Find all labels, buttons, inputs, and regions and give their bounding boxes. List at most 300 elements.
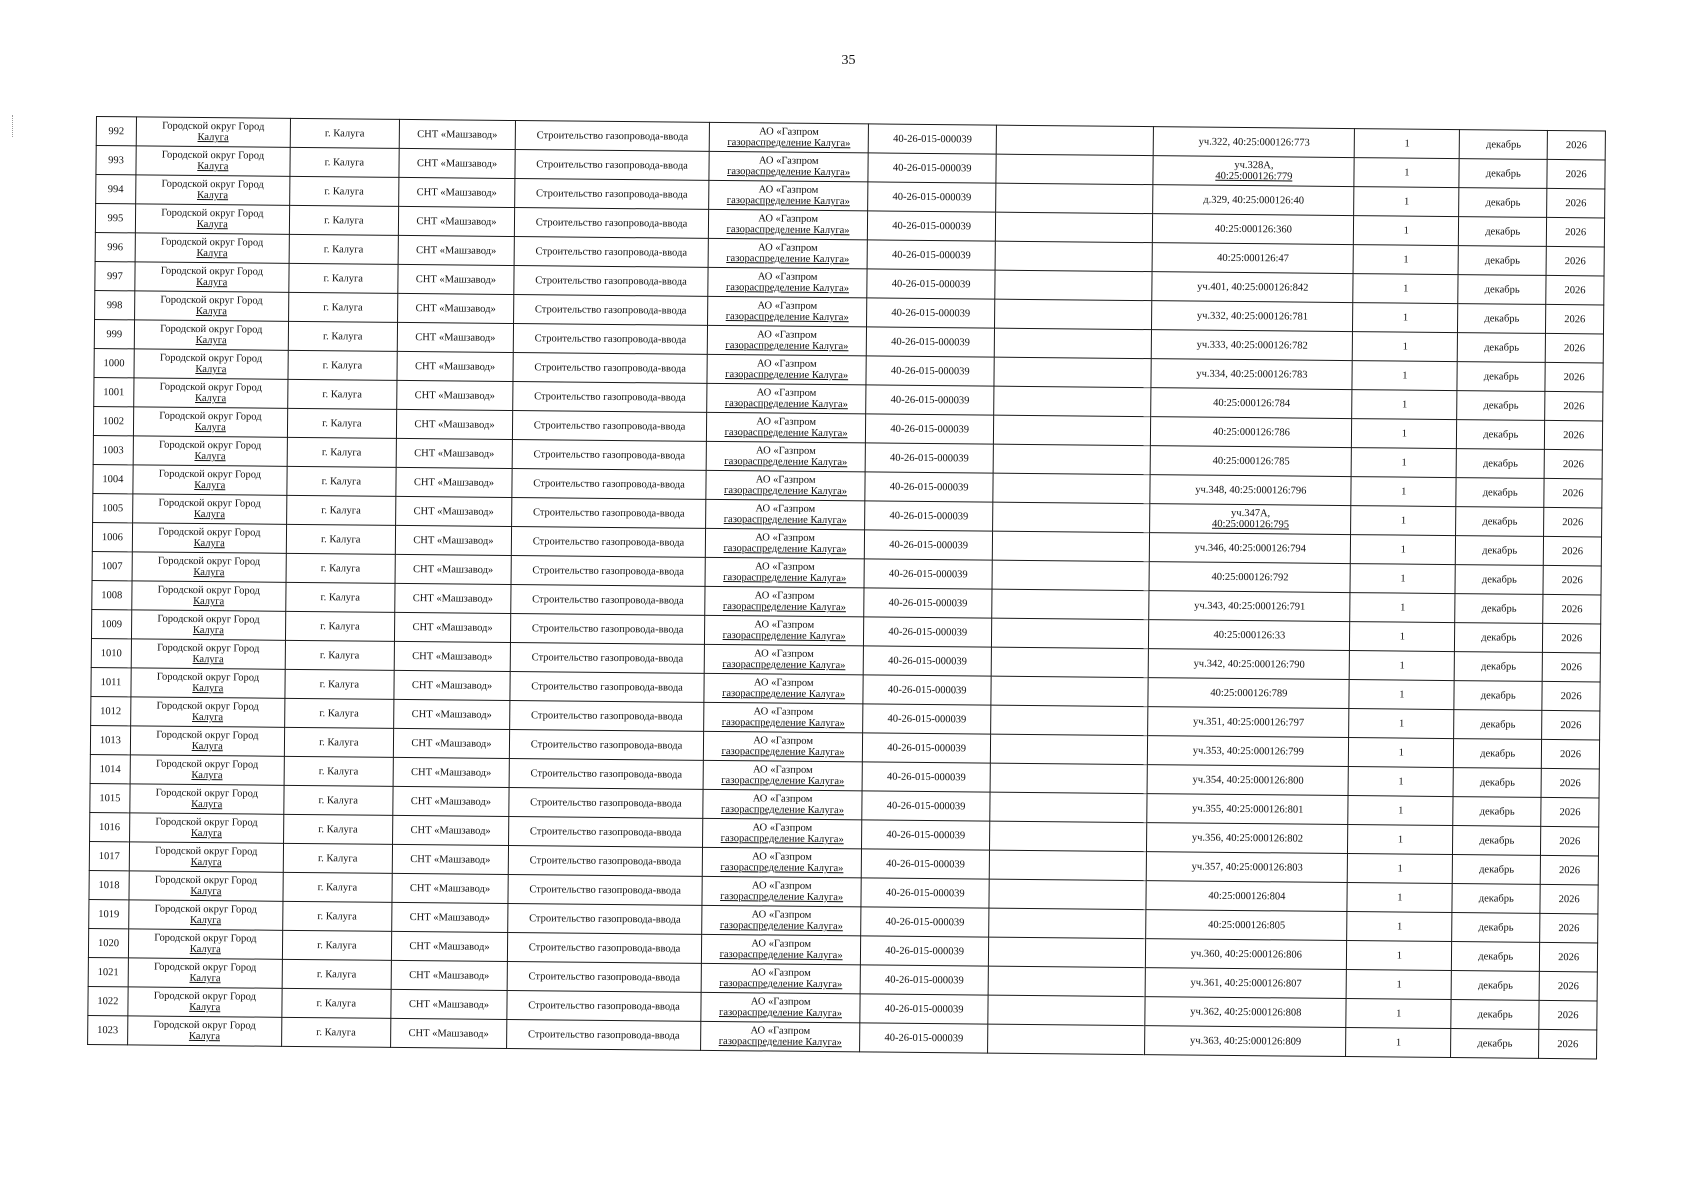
row-number-cell: 1005 bbox=[93, 493, 133, 522]
district-line-2: Калуга bbox=[195, 392, 227, 405]
cadastral-cell bbox=[1149, 620, 1350, 651]
owner-cell bbox=[706, 499, 866, 530]
owner-line-1: АО «Газпром bbox=[757, 329, 817, 341]
work-type-cell: Строительство газопровода-ввода bbox=[514, 266, 708, 297]
cadastral-line-1: уч.357, 40:25:000126:803 bbox=[1191, 861, 1303, 874]
owner-line-2: газораспределение Калуга» bbox=[724, 427, 848, 440]
quantity-cell: 1 bbox=[1352, 419, 1457, 449]
settlement-cell: СНТ «Машзавод» bbox=[391, 989, 508, 1019]
settlement-cell: СНТ «Машзавод» bbox=[393, 699, 510, 729]
district-line-1: Городской округ Город bbox=[161, 178, 264, 191]
quantity-cell: 1 bbox=[1351, 477, 1456, 507]
cadastral-line-1: уч.351, 40:25:000126:797 bbox=[1192, 716, 1305, 729]
year-cell: 2026 bbox=[1540, 913, 1598, 943]
settlement-cell: СНТ «Машзавод» bbox=[399, 119, 516, 149]
owner-cell bbox=[701, 934, 861, 965]
district-line-1: Городской округ Город bbox=[157, 613, 260, 626]
work-type-cell: Строительство газопровода-ввода bbox=[508, 874, 702, 905]
row-number-cell: 1006 bbox=[92, 522, 132, 551]
owner-cell bbox=[704, 615, 864, 646]
row-number-cell: 994 bbox=[96, 175, 136, 204]
owner-line-2: газораспределение Калуга» bbox=[721, 746, 845, 759]
registration-number-cell: 40-26-015-000039 bbox=[864, 588, 992, 618]
row-number-cell: 1016 bbox=[90, 812, 130, 841]
cadastral-cell bbox=[1145, 997, 1346, 1028]
district-line-1: Городской округ Город bbox=[157, 584, 260, 597]
owner-cell bbox=[708, 238, 868, 269]
settlement-cell: СНТ «Машзавод» bbox=[393, 728, 510, 758]
row-number-cell: 1000 bbox=[94, 348, 134, 377]
work-type-cell: Строительство газопровода-ввода bbox=[515, 150, 709, 181]
work-type-cell: Строительство газопровода-ввода bbox=[514, 295, 708, 326]
cadastral-cell bbox=[1150, 533, 1351, 564]
year-cell: 2026 bbox=[1545, 362, 1603, 392]
city-cell: г. Калуга bbox=[290, 147, 399, 177]
blank-cell bbox=[990, 763, 1147, 794]
district-line-1: Городской округ Город bbox=[155, 758, 259, 771]
blank-cell bbox=[992, 589, 1149, 620]
owner-line-1: АО «Газпром bbox=[757, 271, 818, 283]
owner-cell bbox=[703, 760, 863, 791]
city-cell: г. Калуга bbox=[290, 118, 399, 148]
registration-number-cell: 40-26-015-000039 bbox=[862, 762, 990, 792]
quantity-cell: 1 bbox=[1353, 274, 1458, 304]
registration-number-cell: 40-26-015-000039 bbox=[860, 994, 988, 1024]
district-line-2: Калуга bbox=[190, 827, 223, 840]
district-line-1: Городской округ Город bbox=[161, 207, 264, 220]
work-type-cell: Строительство газопровода-ввода bbox=[508, 932, 702, 963]
cadastral-line-1: уч.347А, bbox=[1231, 507, 1271, 520]
district-line-1: Городской округ Город bbox=[162, 120, 265, 133]
cadastral-line-2: 40:25:000126:795 bbox=[1211, 518, 1290, 531]
owner-line-2: газораспределение Калуга» bbox=[722, 601, 847, 614]
cadastral-line-1: уч.322, 40:25:000126:773 bbox=[1198, 136, 1310, 149]
settlement-cell: СНТ «Машзавод» bbox=[391, 960, 508, 990]
year-cell: 2026 bbox=[1543, 594, 1601, 624]
blank-cell bbox=[995, 241, 1152, 272]
owner-line-2: газораспределение Калуга» bbox=[724, 398, 848, 411]
district-line-1: Городской округ Город bbox=[159, 410, 262, 423]
row-number-cell: 1014 bbox=[90, 754, 130, 783]
year-cell: 2026 bbox=[1539, 1000, 1597, 1030]
district-line-2: Калуга bbox=[196, 189, 229, 202]
registration-number-cell: 40-26-015-000039 bbox=[865, 472, 993, 502]
blank-cell bbox=[990, 792, 1147, 823]
cadastral-line-1: 40:25:000126:785 bbox=[1212, 455, 1290, 467]
district-cell bbox=[128, 958, 282, 988]
owner-cell bbox=[702, 905, 862, 936]
district-cell bbox=[135, 262, 289, 292]
registration-number-cell: 40-26-015-000039 bbox=[867, 298, 995, 328]
register-body bbox=[88, 117, 1606, 1059]
cadastral-cell bbox=[1153, 127, 1354, 158]
cadastral-line-1: уч.354, 40:25:000126:800 bbox=[1192, 774, 1304, 787]
month-cell: декабрь bbox=[1456, 536, 1544, 566]
settlement-cell: СНТ «Машзавод» bbox=[398, 235, 515, 265]
owner-line-1: АО «Газпром bbox=[750, 996, 811, 1008]
cadastral-cell bbox=[1146, 939, 1347, 970]
settlement-cell: СНТ «Машзавод» bbox=[392, 844, 509, 874]
cadastral-cell bbox=[1145, 968, 1346, 999]
blank-cell bbox=[992, 618, 1149, 649]
settlement-cell: СНТ «Машзавод» bbox=[398, 206, 515, 236]
quantity-cell: 1 bbox=[1346, 999, 1451, 1029]
row-number-cell: 1007 bbox=[92, 551, 132, 580]
registration-number-cell: 40-26-015-000039 bbox=[862, 791, 990, 821]
district-cell bbox=[130, 784, 284, 814]
month-cell: декабрь bbox=[1453, 797, 1541, 827]
blank-cell bbox=[989, 879, 1146, 910]
owner-line-2: газораспределение Калуга» bbox=[723, 572, 847, 585]
settlement-cell: СНТ «Машзавод» bbox=[393, 757, 510, 787]
month-cell: декабрь bbox=[1459, 159, 1547, 189]
blank-cell bbox=[988, 966, 1145, 997]
blank-cell bbox=[995, 212, 1152, 243]
settlement-cell: СНТ «Машзавод» bbox=[395, 525, 512, 555]
quantity-cell: 1 bbox=[1349, 767, 1454, 797]
month-cell: декабрь bbox=[1454, 681, 1542, 711]
month-cell: декабрь bbox=[1459, 188, 1547, 218]
district-cell bbox=[132, 552, 286, 582]
registration-number-cell: 40-26-015-000039 bbox=[865, 443, 993, 473]
city-cell: г. Калуга bbox=[287, 408, 396, 438]
settlement-cell: СНТ «Машзавод» bbox=[392, 873, 509, 903]
owner-cell bbox=[703, 731, 863, 762]
settlement-cell: СНТ «Машзавод» bbox=[390, 1018, 507, 1048]
quantity-cell: 1 bbox=[1349, 709, 1454, 739]
owner-cell bbox=[703, 789, 863, 820]
registration-number-cell: 40-26-015-000039 bbox=[861, 849, 989, 879]
city-cell: г. Калуга bbox=[284, 785, 393, 815]
owner-line-2: газораспределение Калуга» bbox=[726, 224, 850, 237]
owner-cell bbox=[702, 876, 862, 907]
year-cell: 2026 bbox=[1544, 507, 1602, 537]
quantity-cell: 1 bbox=[1352, 448, 1457, 478]
owner-line-2: газораспределение Калуга» bbox=[727, 137, 851, 150]
district-line-1: Городской округ Город bbox=[156, 700, 259, 713]
work-type-cell: Строительство газопровода-ввода bbox=[512, 469, 706, 500]
cadastral-line-1: уч.356, 40:25:000126:802 bbox=[1191, 832, 1304, 845]
district-cell bbox=[131, 610, 285, 640]
district-line-2: Калуга bbox=[191, 711, 224, 724]
settlement-cell: СНТ «Машзавод» bbox=[394, 670, 511, 700]
owner-line-2: газораспределение Калуга» bbox=[720, 833, 844, 846]
quantity-cell: 1 bbox=[1348, 796, 1453, 826]
row-number-cell: 1019 bbox=[89, 899, 129, 928]
cadastral-cell bbox=[1146, 881, 1347, 912]
owner-cell bbox=[702, 818, 862, 849]
quantity-cell: 1 bbox=[1348, 825, 1453, 855]
registration-number-cell: 40-26-015-000039 bbox=[867, 269, 995, 299]
cadastral-cell bbox=[1149, 562, 1350, 593]
owner-line-1: АО «Газпром bbox=[757, 242, 818, 254]
blank-cell bbox=[988, 1024, 1145, 1055]
owner-line-1: АО «Газпром bbox=[751, 938, 812, 950]
settlement-cell: СНТ «Машзавод» bbox=[396, 409, 513, 439]
year-cell: 2026 bbox=[1541, 797, 1599, 827]
quantity-cell: 1 bbox=[1348, 854, 1453, 884]
cadastral-cell bbox=[1150, 475, 1351, 506]
registration-number-cell: 40-26-015-000039 bbox=[868, 124, 996, 154]
cadastral-line-1: уч.346, 40:25:000126:794 bbox=[1194, 542, 1306, 555]
blank-cell bbox=[988, 937, 1145, 968]
cadastral-cell bbox=[1147, 765, 1348, 796]
work-type-cell: Строительство газопровода-ввода bbox=[509, 816, 703, 847]
owner-cell bbox=[709, 122, 869, 153]
settlement-cell: СНТ «Машзавод» bbox=[397, 380, 514, 410]
year-cell: 2026 bbox=[1540, 884, 1598, 914]
row-number-cell: 1015 bbox=[90, 783, 130, 812]
year-cell: 2026 bbox=[1542, 739, 1600, 769]
quantity-cell: 1 bbox=[1349, 738, 1454, 768]
cadastral-line-1: 40:25:000126:33 bbox=[1213, 629, 1286, 641]
owner-cell bbox=[705, 557, 865, 588]
owner-line-1: АО «Газпром bbox=[758, 184, 819, 196]
district-line-1: Городской округ Город bbox=[158, 439, 262, 452]
quantity-cell: 1 bbox=[1350, 651, 1455, 681]
row-number-cell: 1018 bbox=[89, 870, 129, 899]
cadastral-line-1: уч.343, 40:25:000126:791 bbox=[1194, 600, 1306, 613]
cadastral-line-1: уч.361, 40:25:000126:807 bbox=[1190, 977, 1302, 990]
month-cell: декабрь bbox=[1454, 739, 1542, 769]
year-cell: 2026 bbox=[1541, 768, 1599, 798]
row-number-cell: 1010 bbox=[91, 638, 131, 667]
blank-cell bbox=[990, 734, 1147, 765]
month-cell: декабрь bbox=[1452, 942, 1540, 972]
district-line-1: Городской округ Город bbox=[159, 381, 262, 394]
city-cell: г. Калуга bbox=[283, 872, 392, 902]
cadastral-cell bbox=[1148, 678, 1349, 709]
year-cell: 2026 bbox=[1544, 449, 1602, 479]
blank-cell bbox=[996, 125, 1153, 156]
work-type-cell: Строительство газопровода-ввода bbox=[511, 556, 705, 587]
district-line-2: Калуга bbox=[193, 566, 225, 579]
cadastral-cell bbox=[1145, 1026, 1346, 1057]
city-cell: г. Калуга bbox=[285, 611, 394, 641]
work-type-cell: Строительство газопровода-ввода bbox=[515, 179, 709, 210]
owner-line-2: газораспределение Калуга» bbox=[720, 804, 845, 817]
district-line-1: Городской округ Город bbox=[156, 729, 259, 742]
quantity-cell: 1 bbox=[1355, 129, 1460, 159]
month-cell: декабрь bbox=[1458, 246, 1546, 276]
owner-line-2: газораспределение Калуга» bbox=[725, 369, 849, 382]
district-line-2: Калуга bbox=[189, 1001, 221, 1014]
owner-line-1: АО «Газпром bbox=[753, 706, 814, 718]
cadastral-line-1: 40:25:000126:786 bbox=[1212, 426, 1290, 438]
district-line-2: Калуга bbox=[190, 856, 222, 869]
row-number-cell: 1022 bbox=[88, 986, 128, 1015]
month-cell: декабрь bbox=[1457, 391, 1545, 421]
owner-line-2: газораспределение Калуга» bbox=[723, 543, 847, 556]
registration-number-cell: 40-26-015-000039 bbox=[865, 501, 993, 531]
cadastral-line-1: уч.342, 40:25:000126:790 bbox=[1193, 658, 1305, 671]
district-line-1: Городской округ Город bbox=[155, 816, 258, 829]
district-line-1: Городской округ Город bbox=[157, 555, 261, 568]
city-cell: г. Калуга bbox=[288, 292, 397, 322]
year-cell: 2026 bbox=[1547, 130, 1605, 160]
month-cell: декабрь bbox=[1456, 449, 1544, 479]
registration-number-cell: 40-26-015-000039 bbox=[868, 153, 996, 183]
district-cell bbox=[132, 494, 286, 524]
cadastral-line-1: уч.362, 40:25:000126:808 bbox=[1190, 1006, 1302, 1019]
owner-line-1: АО «Газпром bbox=[758, 155, 819, 167]
cadastral-line-1: д.329, 40:25:000126:40 bbox=[1203, 194, 1305, 207]
blank-cell bbox=[988, 995, 1145, 1026]
registration-number-cell: 40-26-015-000039 bbox=[866, 385, 994, 415]
owner-cell bbox=[708, 296, 868, 327]
year-cell: 2026 bbox=[1547, 217, 1605, 247]
owner-line-1: АО «Газпром bbox=[752, 764, 813, 776]
month-cell: декабрь bbox=[1451, 971, 1539, 1001]
registration-number-cell: 40-26-015-000039 bbox=[863, 675, 991, 705]
settlement-cell: СНТ «Машзавод» bbox=[399, 148, 516, 178]
owner-cell bbox=[701, 992, 861, 1023]
blank-cell bbox=[993, 502, 1150, 533]
month-cell: декабрь bbox=[1454, 652, 1542, 682]
registration-number-cell: 40-26-015-000039 bbox=[866, 327, 994, 357]
cadastral-line-1: уч.363, 40:25:000126:809 bbox=[1189, 1035, 1302, 1048]
district-cell bbox=[131, 668, 285, 698]
blank-cell bbox=[994, 328, 1151, 359]
year-cell: 2026 bbox=[1539, 1029, 1597, 1059]
row-number-cell: 1020 bbox=[88, 928, 128, 957]
row-number-cell: 1023 bbox=[88, 1015, 128, 1044]
cadastral-cell bbox=[1151, 417, 1352, 448]
district-cell bbox=[129, 900, 283, 930]
owner-line-2: газораспределение Калуга» bbox=[723, 485, 848, 498]
cadastral-cell bbox=[1148, 707, 1349, 738]
work-type-cell: Строительство газопровода-ввода bbox=[515, 121, 709, 152]
district-cell bbox=[133, 407, 287, 437]
work-type-cell: Строительство газопровода-ввода bbox=[507, 961, 701, 992]
quantity-cell: 1 bbox=[1354, 158, 1459, 188]
district-line-1: Городской округ Город bbox=[156, 671, 260, 684]
blank-cell bbox=[996, 183, 1153, 214]
city-cell: г. Калуга bbox=[283, 901, 392, 931]
district-cell bbox=[136, 117, 290, 147]
settlement-cell: СНТ «Машзавод» bbox=[395, 583, 512, 613]
owner-cell bbox=[709, 151, 869, 182]
owner-line-2: газораспределение Калуга» bbox=[721, 775, 845, 788]
owner-line-2: газораспределение Калуга» bbox=[721, 717, 845, 730]
year-cell: 2026 bbox=[1540, 942, 1598, 972]
district-line-1: Городской округ Город bbox=[154, 932, 257, 945]
district-cell bbox=[130, 697, 284, 727]
district-cell bbox=[130, 726, 284, 756]
district-line-2: Калуга bbox=[189, 972, 221, 985]
owner-line-2: газораспределение Калуга» bbox=[725, 311, 849, 324]
district-line-1: Городской округ Город bbox=[160, 236, 264, 249]
owner-line-1: АО «Газпром bbox=[755, 503, 816, 515]
district-cell bbox=[128, 929, 282, 959]
row-number-cell: 992 bbox=[96, 117, 136, 146]
district-cell bbox=[131, 639, 285, 669]
owner-line-2: газораспределение Калуга» bbox=[722, 630, 846, 643]
district-line-1: Городской округ Город bbox=[160, 294, 263, 307]
city-cell: г. Калуга bbox=[288, 379, 397, 409]
district-line-1: Городской округ Город bbox=[160, 265, 264, 278]
district-cell bbox=[135, 233, 289, 263]
month-cell: декабрь bbox=[1457, 333, 1545, 363]
year-cell: 2026 bbox=[1541, 826, 1599, 856]
blank-cell bbox=[995, 299, 1152, 330]
district-line-1: Городской округ Город bbox=[157, 642, 260, 655]
year-cell: 2026 bbox=[1544, 536, 1602, 566]
district-line-2: Калуга bbox=[189, 943, 221, 956]
month-cell: декабрь bbox=[1459, 130, 1547, 160]
year-cell: 2026 bbox=[1539, 971, 1597, 1001]
month-cell: декабрь bbox=[1459, 217, 1547, 247]
month-cell: декабрь bbox=[1453, 826, 1541, 856]
work-type-cell: Строительство газопровода-ввода bbox=[507, 990, 701, 1021]
district-line-2: Калуга bbox=[195, 363, 227, 376]
quantity-cell: 1 bbox=[1346, 1028, 1451, 1058]
quantity-cell: 1 bbox=[1350, 564, 1455, 594]
month-cell: декабрь bbox=[1452, 884, 1540, 914]
registration-number-cell: 40-26-015-000039 bbox=[863, 733, 991, 763]
owner-line-2: газораспределение Калуга» bbox=[724, 456, 848, 469]
owner-line-1: АО «Газпром bbox=[752, 822, 813, 834]
owner-cell bbox=[701, 1021, 861, 1052]
district-line-2: Калуга bbox=[192, 653, 224, 666]
city-cell: г. Калуга bbox=[283, 843, 392, 873]
cadastral-line-1: 40:25:000126:789 bbox=[1210, 687, 1288, 699]
district-line-2: Калуга bbox=[195, 334, 227, 347]
owner-line-1: АО «Газпром bbox=[756, 358, 817, 370]
district-cell bbox=[129, 842, 283, 872]
owner-line-1: АО «Газпром bbox=[753, 677, 814, 689]
district-line-1: Городской округ Город bbox=[155, 845, 258, 858]
blank-cell bbox=[996, 154, 1153, 185]
settlement-cell: СНТ «Машзавод» bbox=[398, 177, 515, 207]
cadastral-cell bbox=[1150, 504, 1351, 535]
month-cell: декабрь bbox=[1457, 420, 1545, 450]
year-cell: 2026 bbox=[1546, 304, 1604, 334]
blank-cell bbox=[992, 560, 1149, 591]
year-cell: 2026 bbox=[1545, 391, 1603, 421]
work-type-cell: Строительство газопровода-ввода bbox=[513, 324, 707, 355]
cadastral-cell bbox=[1153, 156, 1354, 187]
row-number-cell: 1008 bbox=[92, 580, 132, 609]
month-cell: декабрь bbox=[1453, 768, 1541, 798]
blank-cell bbox=[991, 705, 1148, 736]
district-line-2: Калуга bbox=[197, 131, 229, 144]
month-cell: декабрь bbox=[1451, 1029, 1539, 1059]
blank-cell bbox=[990, 821, 1147, 852]
owner-cell bbox=[701, 963, 861, 994]
owner-line-2: газораспределение Калуга» bbox=[726, 253, 850, 266]
owner-line-1: АО «Газпром bbox=[754, 619, 815, 631]
row-number-cell: 1001 bbox=[94, 377, 134, 406]
district-cell bbox=[134, 291, 288, 321]
cadastral-cell bbox=[1147, 852, 1348, 883]
quantity-cell: 1 bbox=[1352, 390, 1457, 420]
row-number-cell: 1011 bbox=[91, 667, 131, 696]
district-cell bbox=[135, 175, 289, 205]
city-cell: г. Калуга bbox=[284, 698, 393, 728]
row-number-cell: 1003 bbox=[93, 435, 133, 464]
row-number-cell: 996 bbox=[95, 232, 135, 261]
cadastral-cell bbox=[1152, 243, 1353, 274]
city-cell: г. Калуга bbox=[282, 959, 391, 989]
quantity-cell: 1 bbox=[1353, 303, 1458, 333]
district-cell bbox=[129, 871, 283, 901]
cadastral-cell bbox=[1152, 272, 1353, 303]
district-line-2: Калуга bbox=[193, 595, 225, 608]
district-line-2: Калуга bbox=[194, 421, 226, 434]
district-line-2: Калуга bbox=[194, 479, 226, 492]
blank-cell bbox=[991, 647, 1148, 678]
